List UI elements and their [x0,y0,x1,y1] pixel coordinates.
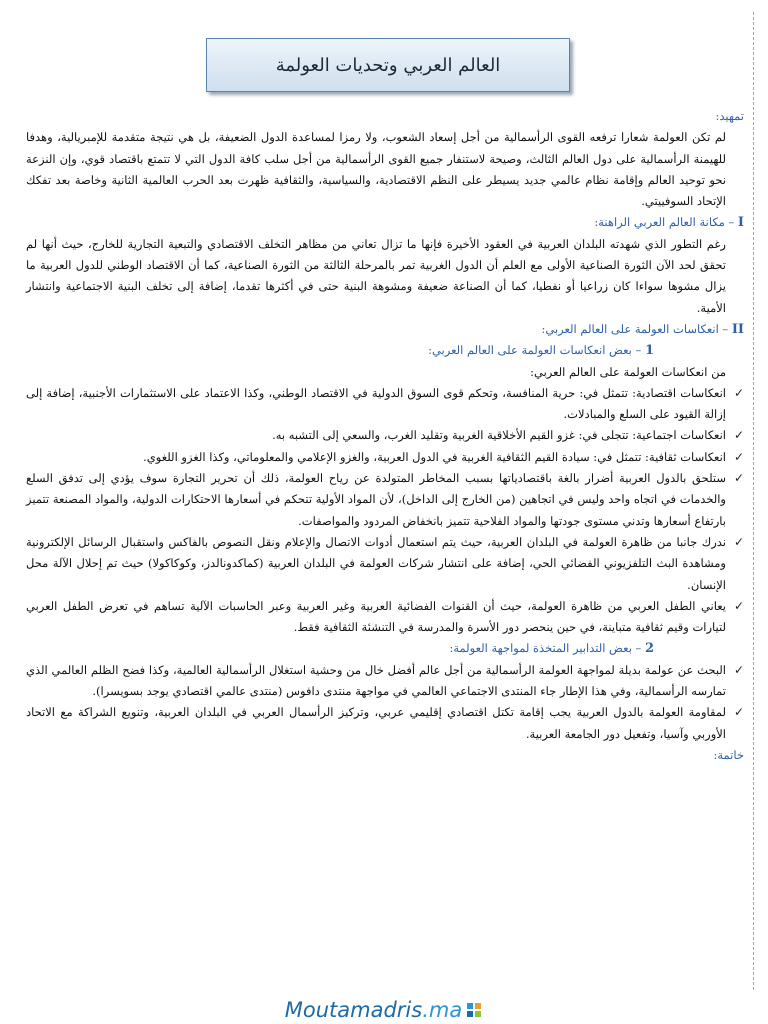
section-1-title: – مكانة العالم العربي الراهنة: [594,215,738,230]
subsection-2-number: 2 [644,641,654,657]
effects-list [26,383,744,639]
title-box [206,38,570,92]
subsection-1-lead: من انعكاسات العولمة على العالم العربي: [530,364,726,379]
check-icon: ✓ [733,385,744,400]
list-item-text: لمقاومة العولمة بالدول العربية يجب إقامة تكتل اقتصادي إقليمي عربي، وتركيز الرأسمال العربي في البلدان العربية، وتنويع الشراكة مع الاتحاد الأوربي وآسيا، وتفعيل دور الجامعة العربية. [26,705,726,741]
intro-heading: تمهيد: [715,109,744,123]
list-item [26,702,744,745]
section-1-number: I [737,215,744,231]
subsection-1-heading [26,340,744,361]
check-icon: ✓ [733,705,744,720]
logo-mark-icon [465,1001,483,1019]
logo-ext: .ma [422,998,463,1022]
page-title: العالم العربي وتحديات العولمة [275,54,501,76]
section-2-heading [26,319,744,340]
list-item-text: يعاني الطفل العربي من ظاهرة العولمة، حيث أن القنوات الفضائية العربية وغير العربية وعبر الحاسبات الآلية تساهم في تعرض الطفل العربي لتيارات وقيم ثقافية متباينة، في حين ينحصر دور الأسرة والمدرسة في التنشئة الثقافية فقط. [26,598,726,635]
subsection-2-heading [26,638,744,659]
check-icon: ✓ [733,449,744,464]
section-1-text: رغم التطور الذي شهدته البلدان العربية في العقود الأخيرة فإنها ما تزال تعاني من مظاهر التخلف الاقتصادي والتبعية التجارية للخارج، حيث أنها لم تحقق لحد الآن الثورة الصناعية الأولى مع العلم أن الدول الغربية تمر بالمرحلة الثالثة من الثورة الصناعية، كما أن الاقتصاد الوطني للدول العربية ما يزال مشوها سواءا كان زراعيا أو نفطيا، كما أن الصناعة ضعيفة ومشوهة البنية حتى في أكثرها تقدما، إضافة إلى تخلف البنية الاجتماعية وانتشار الأمية. [26,236,726,315]
list-item [26,596,744,639]
check-icon: ✓ [733,471,744,486]
list-item [26,660,744,703]
list-item [26,383,744,426]
document-body [26,106,744,766]
list-item-text: انعكاسات اجتماعية: تتجلى في: غزو القيم الأخلاقية الغربية وتقليد الغرب، والسعي إلى التشبه به. [272,428,726,443]
list-item-text: انعكاسات ثقافية: تتمثل في: سيادة القيم الثقافية الغربية في الدول العربية، والغزو الإعلامي والمعلوماتي، وكذا الغزو اللغوي. [143,449,726,464]
subsection-1-title: – بعض انعكاسات العولمة على العالم العربي: [428,343,645,358]
list-item [26,468,744,532]
logo-main: Moutamadris [284,998,423,1022]
list-item [26,447,744,468]
measures-list [26,660,744,745]
check-icon: ✓ [733,534,744,549]
conclusion-heading: خاتمة: [713,747,744,762]
footer-logo [0,996,768,1024]
section-2-title: – انعكاسات العولمة على العالم العربي: [541,321,732,336]
list-item-text: ندرك جانبا من ظاهرة العولمة في البلدان العربية، حيث يتم استعمال أدوات الاتصال والإعلام ونقل النصوص بالفاكس واستقبال الرسائل الإلكترونية ومشاهدة البث التلفزيوني الفضائي الحي، إضافة على انتشار شركات العولمة في البلدان العربية (كماكدونالدز، وكوكاكولا) حيث تم إحلال الآلة محل الإنسان. [26,534,726,592]
page-border [753,12,754,990]
list-item-text: انعكاسات اقتصادية: تتمثل في: حرية المنافسة، وتحكم قوى السوق الدولية في الاقتصاد الوطني، وكذا الاعتماد على الاستثمارات الأجنبية، إضافة إلى إزالة القيود على السلع والمبادلات. [26,385,726,422]
list-item [26,425,744,446]
section-2-number: II [731,321,744,337]
list-item-text: ستلحق بالدول العربية أضرار بالغة باقتصادياتها بسبب المخاطر المتولدة عن رياح العولمة، ذلك أن تحرير التجارة سوف يؤدي إلى تدفق السلع والخدمات في اتجاه واحد وليس في اتجاهين (من الخارج إلى الداخل)، لأن المواد الأولية تتحكم في أسعارها الاحتكارات الدولية، والمواد المصنعة تتميز بارتفاع أسعارها وتدني مستوى جودتها والمواد الفلاحية تتميز بانخفاض المردود والمواصفات. [26,471,726,528]
subsection-2-title: – بعض التدابير المتخذة لمواجهة العولمة: [449,641,645,656]
list-item-text: البحث عن عولمة بديلة لمواجهة العولمة الرأسمالية من أجل عالم أفضل خال من وحشية استغلال الرأسمالية العالمية، وكذا فضح الظلم العالمي الذي تمارسه الرأسمالية، وفي هذا الإطار جاء المنتدى الاجتماعي العالمي في مواجهة منتدى دافوس (منتدى عالمي اقتصادي يوجد بسويسرا). [26,662,726,699]
list-item [26,532,744,596]
section-1-heading [26,212,744,233]
check-icon: ✓ [733,428,744,443]
subsection-1-number: 1 [644,343,654,359]
intro-text: لم تكن العولمة شعارا ترفعه القوى الرأسمالية من أجل إسعاد الشعوب، ولا رمزا لمساعدة الدول الضعيفة، بل هي نتيجة متقدمة للإمبريالية، وهدفا للهيمنة الرأسمالية على دول العالم الثالث، وصيحة لاستنفار جميع القوى الرأسمالية من أجل سلب كافة الدول التي لا تتمتع باقتصاد قوي، وإن النزعة نحو توحيد العالم وإقامة نظام عالمي جديد يسيطر على النظم الاقتصادية، والسياسية، والثقافية ظهرت بعد الحرب العالمية الثانية وخاصة بعد تفكك الإتحاد السوفييتي. [26,130,726,209]
check-icon: ✓ [733,598,744,613]
check-icon: ✓ [733,662,744,677]
logo-text [285,998,462,1022]
